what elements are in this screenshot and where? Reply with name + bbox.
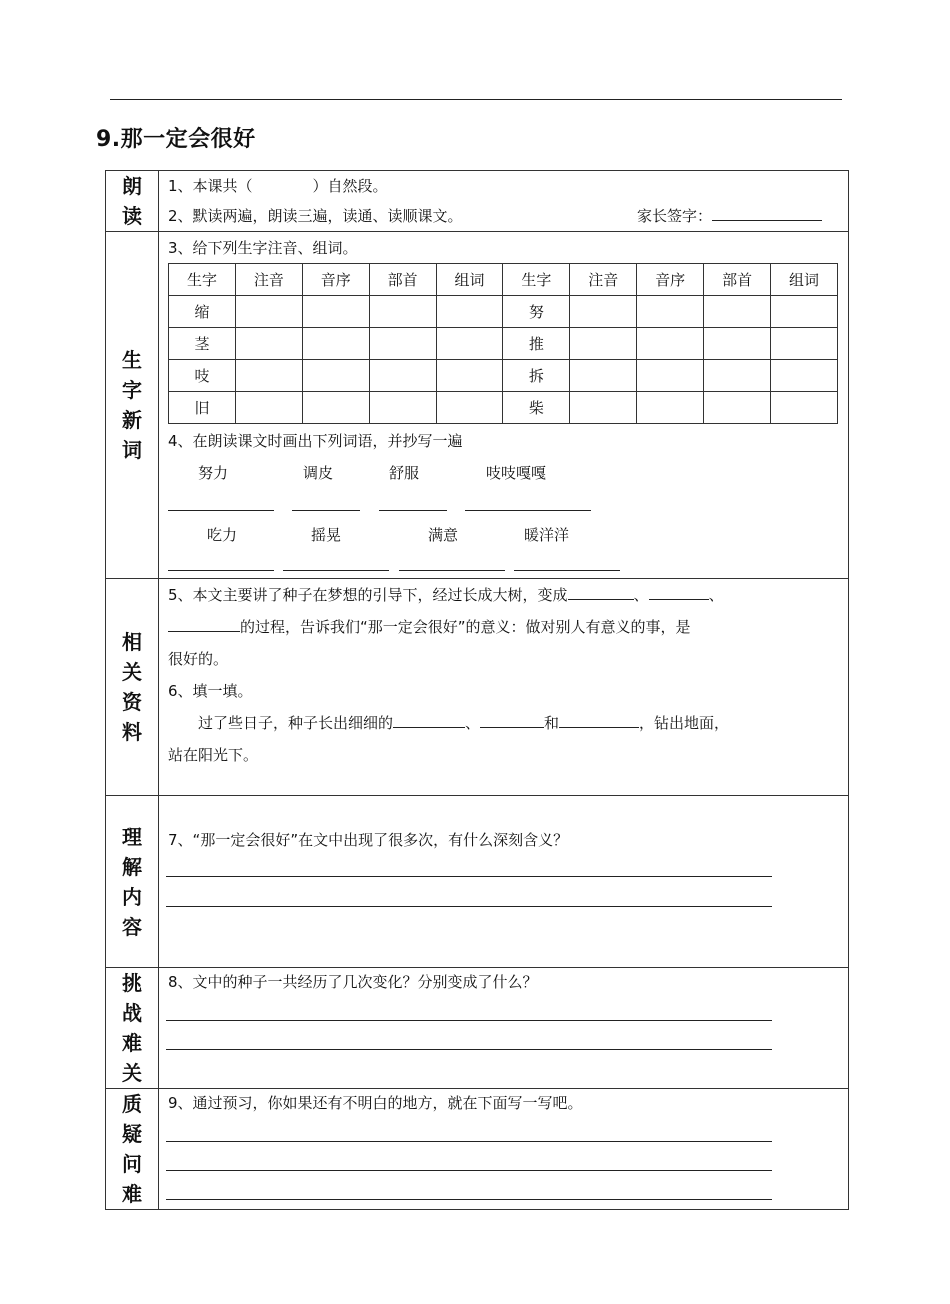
q5-line1: 5、本文主要讲了种子在梦想的引导下，经过长成大树，变成 [168, 586, 568, 604]
q2-text: 2、默读两遍，朗读三遍，读通、读顺课文。 [168, 207, 463, 225]
answer-line[interactable] [166, 1199, 772, 1200]
copy-line[interactable] [465, 510, 591, 511]
q6-blank-1[interactable] [393, 712, 465, 728]
section-info: 相 关 资 料 5、本文主要讲了种子在梦想的引导下，经过长成大树，变成 、 、 的过程，告诉我们“那一定会很好”的意义：做对别人有意义的事，是 很好的。 6、填一填。 过了些日子，种子长出细细的 、 和 ，钻出地面， 站在阳光下。 [106, 579, 849, 796]
q7-text: 7、“那一定会很好”在文中出现了很多次，有什么深刻含义？ [168, 831, 569, 849]
q5-blank-2[interactable] [649, 584, 709, 600]
q6-blank-3[interactable] [559, 712, 639, 728]
worksheet-table [105, 170, 849, 1210]
q5-line3: 很好的。 [168, 650, 229, 668]
table-row: 吱 拆 [169, 360, 838, 392]
header-rule [110, 99, 842, 100]
word-7: 满意 [428, 526, 459, 544]
character-table [168, 263, 838, 424]
table-row: 茎 推 [169, 328, 838, 360]
copy-line[interactable] [283, 570, 389, 571]
section-reading [106, 171, 849, 232]
section-label-questions: 质 疑 问 难 [106, 1089, 159, 1210]
word-8: 暖洋洋 [524, 526, 570, 544]
answer-line[interactable] [166, 1170, 772, 1171]
section-questions [106, 1089, 849, 1210]
answer-line[interactable] [166, 1141, 772, 1142]
q5-blank-3[interactable] [168, 616, 240, 632]
q5-line2: 的过程，告诉我们“那一定会很好”的意义：做对别人有意义的事，是 [240, 618, 691, 636]
page-title: 9.那一定会很好 [96, 127, 256, 152]
q6-blank-2[interactable] [480, 712, 544, 728]
parent-sign-label: 家长签字： [637, 207, 713, 225]
q1-prefix: 1、本课共（ [168, 177, 253, 195]
copy-line[interactable] [379, 510, 447, 511]
copy-line[interactable] [168, 510, 274, 511]
q6-text: 6、填一填。 [168, 682, 253, 700]
answer-line[interactable] [166, 906, 772, 907]
section-label-reading: 朗 读 [106, 171, 159, 232]
q6-line2: 站在阳光下。 [168, 746, 259, 764]
answer-line[interactable] [166, 1020, 772, 1021]
word-4: 吱吱嘎嘎 [486, 464, 547, 482]
table-row: 旧 柴 [169, 392, 838, 424]
section-label-understand: 理 解 内 容 [106, 796, 159, 968]
copy-line[interactable] [292, 510, 360, 511]
section-label-vocab: 生 字 新 词 [106, 232, 159, 579]
copy-line[interactable] [514, 570, 620, 571]
section-challenge [106, 968, 849, 1089]
q4-text: 4、在朗读课文时画出下列词语，并抄写一遍 [168, 432, 463, 450]
word-5: 吃力 [207, 526, 238, 544]
answer-line[interactable] [166, 1049, 772, 1050]
word-1: 努力 [198, 464, 229, 482]
q8-text: 8、文中的种子一共经历了几次变化？分别变成了什么？ [168, 973, 538, 991]
q6-text2: ，钻出地面， [639, 714, 730, 732]
char-table-header: 生字 注音 音序 部首 组词 生字 注音 音序 部首 组词 [169, 264, 838, 296]
section-understand [106, 796, 849, 968]
q1-suffix: ）自然段。 [312, 177, 388, 195]
q9-text: 9、通过预习，你如果还有不明白的地方，就在下面写一写吧。 [168, 1094, 583, 1112]
table-row: 缩 努 [169, 296, 838, 328]
section-vocab [106, 232, 849, 579]
q3-text: 3、给下列生字注音、组词。 [168, 239, 358, 257]
q6-text1: 过了些日子，种子长出细细的 [198, 714, 394, 732]
word-3: 舒服 [389, 464, 420, 482]
q5-blank-1[interactable] [568, 584, 634, 600]
copy-line[interactable] [168, 570, 274, 571]
copy-line[interactable] [399, 570, 505, 571]
parent-sign-field[interactable] [712, 205, 822, 221]
word-6: 摇晃 [311, 526, 342, 544]
section-label-info: 相 关 资 料 [106, 579, 159, 796]
section-label-challenge: 挑 战 难 关 [106, 968, 159, 1089]
answer-line[interactable] [166, 876, 772, 877]
word-2: 调皮 [303, 464, 334, 482]
